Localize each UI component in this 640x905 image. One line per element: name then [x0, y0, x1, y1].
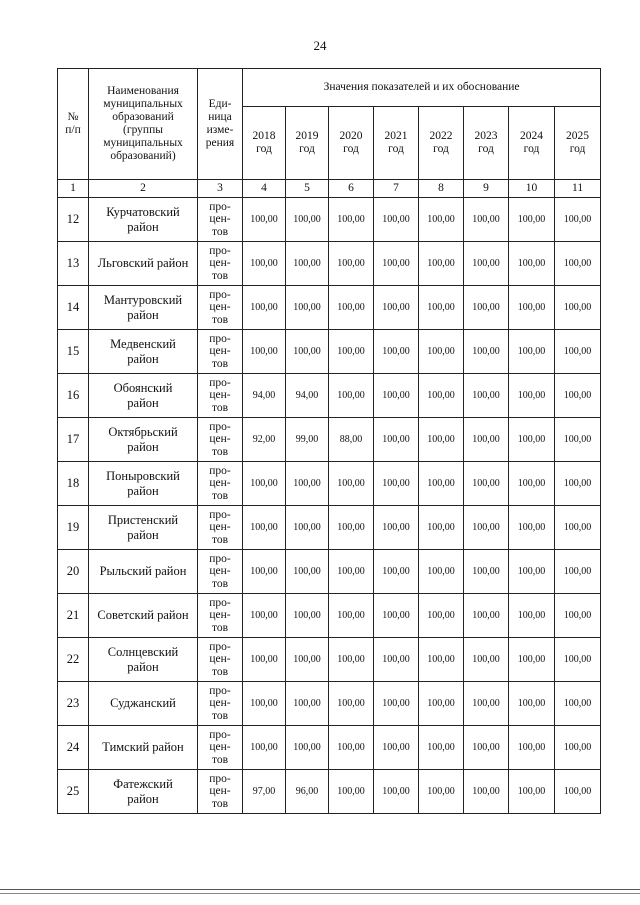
value-2021: 100,00: [374, 330, 419, 374]
row-number: 15: [58, 330, 89, 374]
municipality-name: Медвенский район: [89, 330, 198, 374]
unit-of-measure: про- цен- тов: [198, 418, 243, 462]
table-row: [58, 506, 601, 550]
value-2021: 100,00: [374, 198, 419, 242]
value-2018: 100,00: [243, 198, 286, 242]
municipality-name: Советский район: [89, 594, 198, 638]
footer-rule-secondary: [0, 893, 640, 894]
row-number: 17: [58, 418, 89, 462]
value-2019: 100,00: [286, 330, 329, 374]
row-number: 16: [58, 374, 89, 418]
value-2022: 100,00: [419, 506, 464, 550]
value-2025: 100,00: [555, 374, 601, 418]
value-2021: 100,00: [374, 594, 419, 638]
row-number: 20: [58, 550, 89, 594]
table-row: [58, 418, 601, 462]
table-row: [58, 770, 601, 814]
value-2023: 100,00: [464, 198, 509, 242]
value-2023: 100,00: [464, 242, 509, 286]
table-row: [58, 286, 601, 330]
unit-of-measure: про- цен- тов: [198, 550, 243, 594]
header-year-5: 2023 год: [464, 107, 509, 180]
value-2019: 100,00: [286, 638, 329, 682]
header-col-name: Наименования муниципальных образований (группы муниципальных образований): [89, 69, 198, 180]
value-2021: 100,00: [374, 726, 419, 770]
value-2018: 94,00: [243, 374, 286, 418]
value-2018: 100,00: [243, 550, 286, 594]
value-2020: 100,00: [329, 330, 374, 374]
value-2021: 100,00: [374, 242, 419, 286]
value-2020: 88,00: [329, 418, 374, 462]
table-row: [58, 594, 601, 638]
header-col-no: № п/п: [58, 69, 89, 180]
value-2023: 100,00: [464, 330, 509, 374]
value-2022: 100,00: [419, 286, 464, 330]
value-2019: 100,00: [286, 506, 329, 550]
value-2020: 100,00: [329, 374, 374, 418]
column-number-9: 9: [464, 180, 509, 198]
row-number: 24: [58, 726, 89, 770]
value-2024: 100,00: [509, 286, 555, 330]
value-2019: 100,00: [286, 726, 329, 770]
value-2020: 100,00: [329, 550, 374, 594]
value-2023: 100,00: [464, 550, 509, 594]
row-number: 12: [58, 198, 89, 242]
value-2019: 100,00: [286, 242, 329, 286]
table-row: [58, 462, 601, 506]
column-number-11: 11: [555, 180, 601, 198]
value-2020: 100,00: [329, 726, 374, 770]
value-2024: 100,00: [509, 770, 555, 814]
municipality-name: Октябрьский район: [89, 418, 198, 462]
value-2020: 100,00: [329, 594, 374, 638]
unit-of-measure: про- цен- тов: [198, 462, 243, 506]
value-2025: 100,00: [555, 242, 601, 286]
value-2022: 100,00: [419, 374, 464, 418]
value-2019: 94,00: [286, 374, 329, 418]
value-2022: 100,00: [419, 770, 464, 814]
value-2018: 100,00: [243, 726, 286, 770]
value-2025: 100,00: [555, 638, 601, 682]
municipality-name: Курчатовский район: [89, 198, 198, 242]
header-year-3: 2021 год: [374, 107, 419, 180]
column-number-8: 8: [419, 180, 464, 198]
unit-of-measure: про- цен- тов: [198, 286, 243, 330]
row-number: 25: [58, 770, 89, 814]
column-number-1: 1: [58, 180, 89, 198]
table-row: [58, 198, 601, 242]
value-2019: 100,00: [286, 594, 329, 638]
value-2020: 100,00: [329, 506, 374, 550]
value-2023: 100,00: [464, 594, 509, 638]
municipality-name: Поныровский район: [89, 462, 198, 506]
value-2021: 100,00: [374, 770, 419, 814]
table-row: [58, 726, 601, 770]
value-2024: 100,00: [509, 550, 555, 594]
value-2023: 100,00: [464, 638, 509, 682]
value-2021: 100,00: [374, 506, 419, 550]
value-2022: 100,00: [419, 330, 464, 374]
value-2024: 100,00: [509, 726, 555, 770]
value-2021: 100,00: [374, 550, 419, 594]
value-2024: 100,00: [509, 506, 555, 550]
value-2020: 100,00: [329, 242, 374, 286]
value-2018: 100,00: [243, 594, 286, 638]
table-row: [58, 374, 601, 418]
unit-of-measure: про- цен- тов: [198, 594, 243, 638]
unit-of-measure: про- цен- тов: [198, 330, 243, 374]
municipality-name: Льговский район: [89, 242, 198, 286]
municipality-name: Обоянский район: [89, 374, 198, 418]
municipality-name: Мантуровский район: [89, 286, 198, 330]
unit-of-measure: про- цен- тов: [198, 726, 243, 770]
unit-of-measure: про- цен- тов: [198, 638, 243, 682]
value-2019: 100,00: [286, 550, 329, 594]
value-2018: 100,00: [243, 286, 286, 330]
value-2025: 100,00: [555, 594, 601, 638]
column-number-4: 4: [243, 180, 286, 198]
page-number: 24: [313, 38, 327, 53]
value-2019: 100,00: [286, 682, 329, 726]
header-year-4: 2022 год: [419, 107, 464, 180]
value-2021: 100,00: [374, 682, 419, 726]
value-2023: 100,00: [464, 462, 509, 506]
unit-of-measure: про- цен- тов: [198, 770, 243, 814]
unit-of-measure: про- цен- тов: [198, 374, 243, 418]
column-number-5: 5: [286, 180, 329, 198]
value-2018: 100,00: [243, 682, 286, 726]
row-number: 14: [58, 286, 89, 330]
municipality-name: Фатежский район: [89, 770, 198, 814]
value-2025: 100,00: [555, 286, 601, 330]
value-2018: 100,00: [243, 506, 286, 550]
value-2022: 100,00: [419, 198, 464, 242]
value-2023: 100,00: [464, 506, 509, 550]
header-row: [58, 69, 601, 107]
value-2022: 100,00: [419, 594, 464, 638]
value-2025: 100,00: [555, 550, 601, 594]
value-2019: 99,00: [286, 418, 329, 462]
value-2019: 100,00: [286, 462, 329, 506]
value-2025: 100,00: [555, 770, 601, 814]
value-2023: 100,00: [464, 374, 509, 418]
value-2024: 100,00: [509, 374, 555, 418]
value-2023: 100,00: [464, 770, 509, 814]
header-year-7: 2025 год: [555, 107, 601, 180]
value-2025: 100,00: [555, 198, 601, 242]
table-row: [58, 550, 601, 594]
row-number: 13: [58, 242, 89, 286]
indicators-table: [57, 68, 601, 814]
footer-rule: [0, 889, 640, 890]
municipality-name: Суджанский: [89, 682, 198, 726]
municipality-name: Рыльский район: [89, 550, 198, 594]
value-2021: 100,00: [374, 462, 419, 506]
value-2020: 100,00: [329, 638, 374, 682]
value-2018: 100,00: [243, 638, 286, 682]
header-year-6: 2024 год: [509, 107, 555, 180]
value-2025: 100,00: [555, 330, 601, 374]
value-2024: 100,00: [509, 638, 555, 682]
value-2023: 100,00: [464, 418, 509, 462]
value-2024: 100,00: [509, 330, 555, 374]
value-2022: 100,00: [419, 462, 464, 506]
value-2021: 100,00: [374, 286, 419, 330]
value-2018: 92,00: [243, 418, 286, 462]
header-year-0: 2018 год: [243, 107, 286, 180]
table-row: [58, 682, 601, 726]
value-2018: 100,00: [243, 330, 286, 374]
value-2021: 100,00: [374, 374, 419, 418]
unit-of-measure: про- цен- тов: [198, 506, 243, 550]
value-2023: 100,00: [464, 726, 509, 770]
table-row: [58, 330, 601, 374]
value-2018: 97,00: [243, 770, 286, 814]
value-2019: 96,00: [286, 770, 329, 814]
value-2023: 100,00: [464, 286, 509, 330]
value-2020: 100,00: [329, 770, 374, 814]
unit-of-measure: про- цен- тов: [198, 682, 243, 726]
header-col-values: Значения показателей и их обоснование: [243, 69, 601, 107]
value-2019: 100,00: [286, 198, 329, 242]
column-number-6: 6: [329, 180, 374, 198]
municipality-name: Тимский район: [89, 726, 198, 770]
municipality-name: Пристенский район: [89, 506, 198, 550]
value-2023: 100,00: [464, 682, 509, 726]
column-number-10: 10: [509, 180, 555, 198]
row-number: 21: [58, 594, 89, 638]
value-2025: 100,00: [555, 726, 601, 770]
row-number: 19: [58, 506, 89, 550]
value-2022: 100,00: [419, 638, 464, 682]
value-2020: 100,00: [329, 198, 374, 242]
header-year-2: 2020 год: [329, 107, 374, 180]
table-body: [58, 198, 601, 814]
value-2025: 100,00: [555, 418, 601, 462]
header-year-1: 2019 год: [286, 107, 329, 180]
column-number-3: 3: [198, 180, 243, 198]
value-2024: 100,00: [509, 198, 555, 242]
value-2020: 100,00: [329, 462, 374, 506]
column-number-7: 7: [374, 180, 419, 198]
value-2022: 100,00: [419, 726, 464, 770]
value-2024: 100,00: [509, 594, 555, 638]
table-row: [58, 638, 601, 682]
value-2022: 100,00: [419, 550, 464, 594]
row-number: 22: [58, 638, 89, 682]
row-number: 23: [58, 682, 89, 726]
value-2024: 100,00: [509, 418, 555, 462]
unit-of-measure: про- цен- тов: [198, 242, 243, 286]
value-2019: 100,00: [286, 286, 329, 330]
value-2020: 100,00: [329, 286, 374, 330]
value-2024: 100,00: [509, 462, 555, 506]
value-2018: 100,00: [243, 462, 286, 506]
column-number-2: 2: [89, 180, 198, 198]
unit-of-measure: про- цен- тов: [198, 198, 243, 242]
value-2025: 100,00: [555, 462, 601, 506]
value-2020: 100,00: [329, 682, 374, 726]
row-number: 18: [58, 462, 89, 506]
value-2022: 100,00: [419, 418, 464, 462]
header-col-unit: Еди- ница изме- рения: [198, 69, 243, 180]
value-2022: 100,00: [419, 682, 464, 726]
value-2024: 100,00: [509, 682, 555, 726]
value-2021: 100,00: [374, 638, 419, 682]
column-numbers-row: [58, 180, 601, 198]
value-2021: 100,00: [374, 418, 419, 462]
value-2022: 100,00: [419, 242, 464, 286]
value-2025: 100,00: [555, 506, 601, 550]
value-2018: 100,00: [243, 242, 286, 286]
municipality-name: Солнцевский район: [89, 638, 198, 682]
table-row: [58, 242, 601, 286]
value-2025: 100,00: [555, 682, 601, 726]
value-2024: 100,00: [509, 242, 555, 286]
